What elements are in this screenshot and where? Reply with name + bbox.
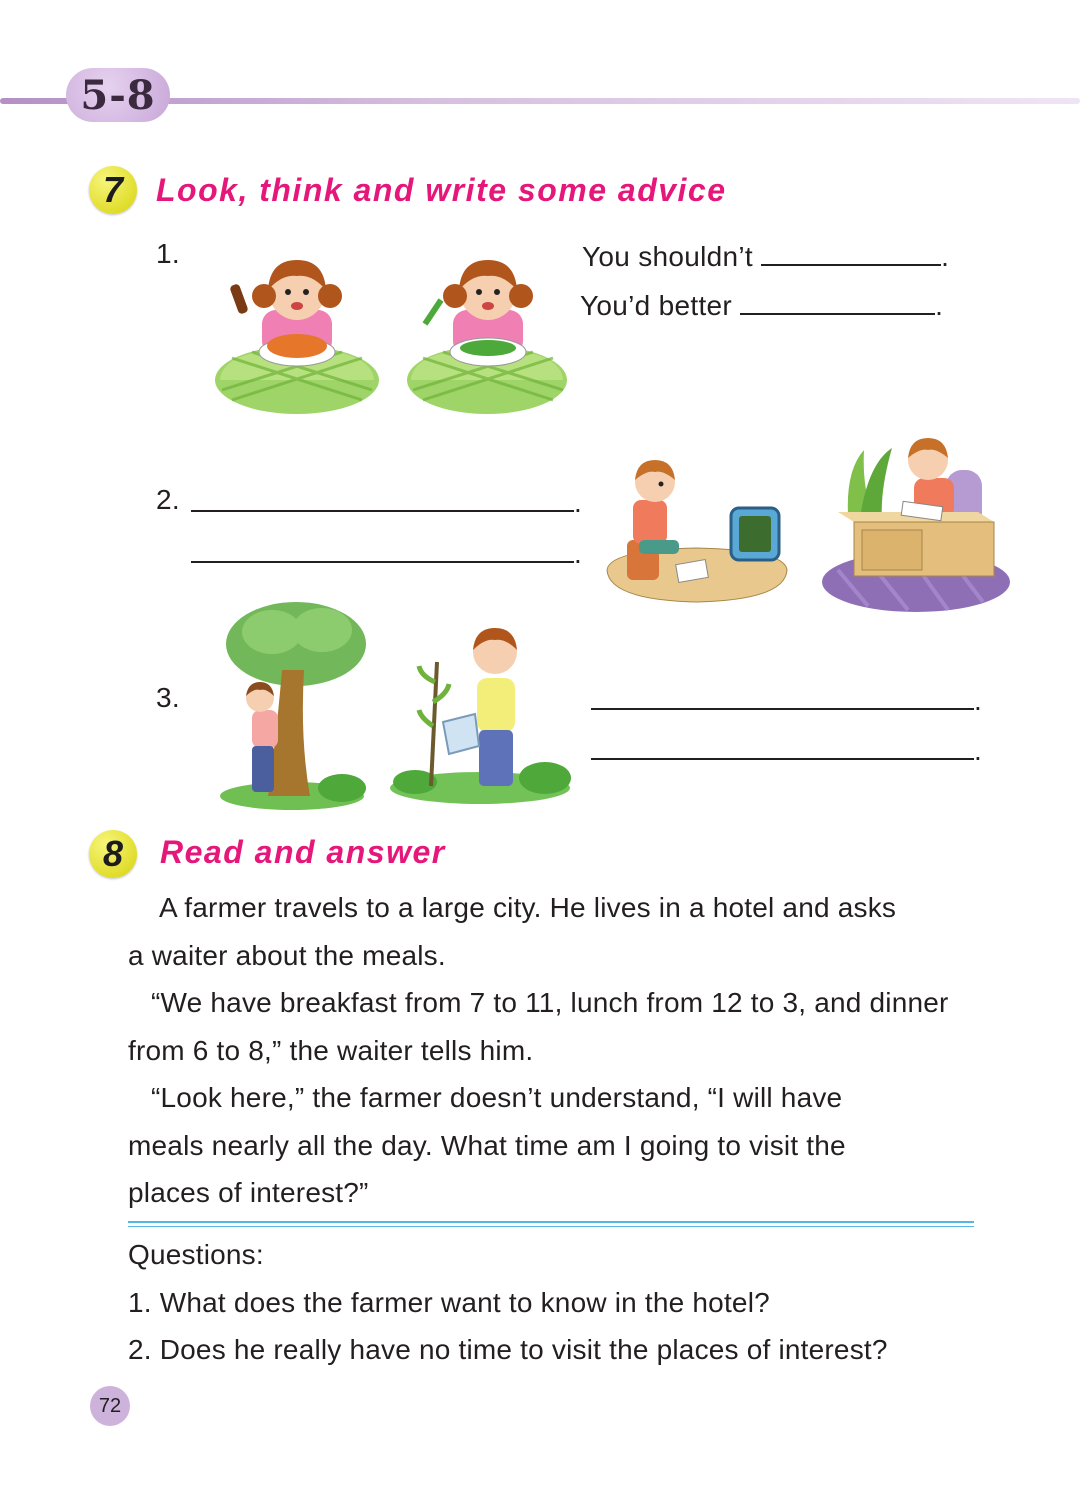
section-7-title: Look, think and write some advice <box>156 172 727 208</box>
item-1-answer-blank-1[interactable] <box>761 238 941 266</box>
item-3-answer-blank-2[interactable] <box>591 732 974 760</box>
questions-heading: Questions: <box>128 1239 264 1270</box>
item-1-answer-blank-2[interactable] <box>740 287 935 315</box>
item-3-line-1 <box>591 682 982 717</box>
boy-carving-tree-icon <box>212 600 372 812</box>
reading-passage <box>128 884 1008 1217</box>
item-3-line-2-period: . <box>974 735 983 766</box>
item-2-line-2-period: . <box>574 538 583 569</box>
passage-line: A farmer travels to a large city. He lives in a hotel and asks <box>159 892 897 923</box>
passage-divider <box>128 1221 974 1227</box>
item-3-line-2 <box>591 732 982 767</box>
item-3-line-1-period: . <box>974 685 983 716</box>
section-8-number: 8 <box>102 833 124 874</box>
unit-badge <box>66 68 170 122</box>
item-1-line-2-period: . <box>935 290 944 321</box>
passage-line: from 6 to 8,” the waiter tells him. <box>128 1034 534 1066</box>
item-1-line-1 <box>582 238 949 273</box>
item-2-answer-blank-2[interactable] <box>191 535 574 563</box>
passage-line: “We have breakfast from 7 to 11, lunch from 12 to 3, and dinner <box>151 987 949 1018</box>
item-2-line-1 <box>191 484 582 519</box>
section-8-number-badge <box>89 830 137 878</box>
section-8-title: Read and answer <box>160 834 446 870</box>
page-number-badge <box>90 1386 130 1426</box>
item-2-answer-blank-1[interactable] <box>191 484 574 512</box>
item-2-line-1-period: . <box>574 487 583 518</box>
passage-line: a waiter about the meals. <box>128 939 446 971</box>
passage-line: places of interest?” <box>128 1177 369 1208</box>
boy-studying-at-desk-icon <box>818 430 1014 614</box>
boy-watering-sapling-icon <box>385 622 575 806</box>
item-1-line-1-prefix: You shouldn’t <box>582 241 754 272</box>
item-1-line-2-prefix: You’d better <box>580 290 733 321</box>
girl-eating-vegetables-icon <box>405 240 570 415</box>
question-item: 1. What does the farmer want to know in the hotel? <box>128 1286 770 1318</box>
girl-eating-meat-icon <box>212 240 382 415</box>
questions-block <box>128 1231 1028 1374</box>
item-3-answer-blank-1[interactable] <box>591 682 974 710</box>
item-2-label: 2. <box>156 484 180 515</box>
question-item: 2. Does he really have no time to visit the places of interest? <box>128 1334 888 1365</box>
page-number: 72 <box>98 1394 122 1417</box>
item-1-label: 1. <box>156 238 180 269</box>
item-2-line-2 <box>191 535 582 570</box>
passage-line: “Look here,” the farmer doesn’t understand, “I will have <box>151 1082 843 1113</box>
item-1-line-1-period: . <box>941 241 950 272</box>
passage-line: meals nearly all the day. What time am I going to visit the <box>128 1129 846 1161</box>
section-7-number-badge <box>89 166 137 214</box>
section-7-number: 7 <box>102 169 124 210</box>
item-1-line-2 <box>580 287 943 322</box>
item-3-label: 3. <box>156 682 180 713</box>
boy-watching-tv-icon <box>603 450 791 610</box>
unit-badge-label: 5-8 <box>80 71 156 119</box>
